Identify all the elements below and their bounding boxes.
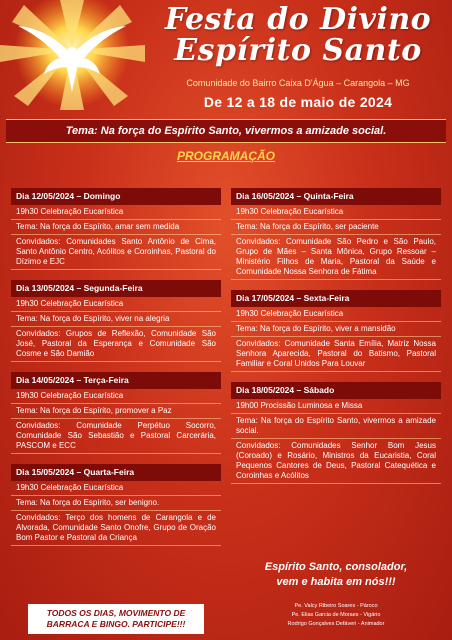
credit-line: Pe. Valcy Ribeiro Soares - Pároco xyxy=(294,603,378,609)
day-block-15-05 xyxy=(11,464,221,546)
day-theme: Tema: Na força do Espírito, viver na alegria xyxy=(11,312,221,327)
day-time: 19h30 Celebração Eucarística xyxy=(11,481,221,496)
day-block-16-05 xyxy=(231,188,441,280)
holy-spirit-dove-artwork xyxy=(0,0,150,110)
day-header: Dia 15/05/2024 – Quarta-Feira xyxy=(11,464,221,481)
day-guests: Convidados: Comunidades Senhor Bom Jesus (Coroado) e Rosário, Ministros da Eucaristia, Coral Pequenos Cantores de Deus, Pastoral Catequética e Coroinhas e Acólitos xyxy=(231,439,441,484)
daily-activities-banner xyxy=(28,604,204,634)
day-guests: Convidados: Terço dos homens de Carangola e de Alvorada, Comunidade Santo Onofre, Grupo de Oração Bom Pastor e Pastoral da Criança xyxy=(11,511,221,546)
day-time: 19h30 Celebração Eucarística xyxy=(11,205,221,220)
event-title-line-2: Espírito Santo xyxy=(174,33,422,68)
theme-banner: Tema: Na força do Espírito Santo, vivermos a amizade social. xyxy=(6,119,446,143)
day-theme: Tema: Na força do Espírito, ser paciente xyxy=(231,220,441,235)
banner-line-1: TODOS OS DIAS, MOVIMENTO DE xyxy=(46,608,186,618)
day-block-17-05 xyxy=(231,290,441,372)
day-time: 19h30 Celebração Eucarística xyxy=(231,307,441,322)
day-guests: Convidados: Comunidades Santo Antônio de Cima, Santo Antônio Centro, Acólitos e Coroinhas, Pastoral do Dízimo e EJC xyxy=(11,235,221,270)
day-header: Dia 14/05/2024 – Terça-Feira xyxy=(11,372,221,389)
day-guests: Convidados: Grupos de Reflexão, Comunidade São José, Pastoral da Esperança e Comunidade São Cosme e São Damião xyxy=(11,327,221,362)
day-block-14-05 xyxy=(11,372,221,454)
event-dates: De 12 a 18 de maio de 2024 xyxy=(203,94,393,110)
day-header: Dia 12/05/2024 – Domingo xyxy=(11,188,221,205)
closing-slogan xyxy=(231,560,441,590)
day-guests: Convidados: Comunidade Perpétuo Socorro, Comunidade São Sebastião e Pastoral Carcerária, PASCOM e ECC xyxy=(11,419,221,454)
event-title-line-1: Festa do Divino xyxy=(164,2,432,37)
event-header xyxy=(150,4,446,110)
schedule-column-right xyxy=(231,188,441,494)
day-theme: Tema: Na força do Espírito, ser benigno. xyxy=(11,496,221,511)
banner-line-2: BARRACA E BINGO. PARTICIPE!!! xyxy=(46,619,186,629)
day-block-12-05 xyxy=(11,188,221,270)
day-time: 19h30 Celebração Eucarística xyxy=(231,205,441,220)
day-theme: Tema: Na força do Espírito, amar sem medida xyxy=(11,220,221,235)
program-title: PROGRAMAÇÃO xyxy=(177,149,275,163)
schedule-column-left xyxy=(11,188,221,556)
day-block-13-05 xyxy=(11,280,221,362)
organizer-credits xyxy=(231,602,441,629)
day-guests: Convidados: Comunidade Santa Emília, Matriz Nossa Senhora Aparecida, Pastoral do Batismo, Pastoral Familiar e Coral Unidos Para Louvar xyxy=(231,337,441,372)
credit-line: Pe. Elias Garcia de Moraes - Vigário xyxy=(291,612,381,618)
day-header: Dia 17/05/2024 – Sexta-Feira xyxy=(231,290,441,307)
slogan-line-1: Espírito Santo, consolador, xyxy=(264,561,408,573)
community-name: Comunidade do Bairro Caixa D'Água – Carangola – MG xyxy=(186,78,410,88)
slogan-line-2: vem e habita em nós!!! xyxy=(276,576,396,588)
day-guests: Convidados: Comunidade São Pedro e São Paulo, Grupo de Mães – Santa Mônica, Grupo Ressoar – Ministério Filhos de Maria, Pastoral da Saúde e Comunidade Nossa Senhora de Fátima xyxy=(231,235,441,280)
day-header: Dia 16/05/2024 – Quinta-Feira xyxy=(231,188,441,205)
day-theme: Tema: Na força do Espírito Santo, vivermos a amizade social. xyxy=(231,414,441,439)
credit-line: Rodrigo Gonçalves Defáveri - Animador xyxy=(287,621,385,627)
day-theme: Tema: Na força do Espírito, promover a Paz xyxy=(11,404,221,419)
day-header: Dia 13/05/2024 – Segunda-Feira xyxy=(11,280,221,297)
day-block-18-05 xyxy=(231,382,441,484)
day-header: Dia 18/05/2024 – Sábado xyxy=(231,382,441,399)
day-time: 19h30 Celebração Eucarística xyxy=(11,389,221,404)
day-theme: Tema: Na força do Espírito, viver a mansidão xyxy=(231,322,441,337)
day-time: 19h30 Celebração Eucarística xyxy=(11,297,221,312)
dove-icon xyxy=(0,0,150,110)
day-time: 19h00 Procissão Luminosa e Missa xyxy=(231,399,441,414)
